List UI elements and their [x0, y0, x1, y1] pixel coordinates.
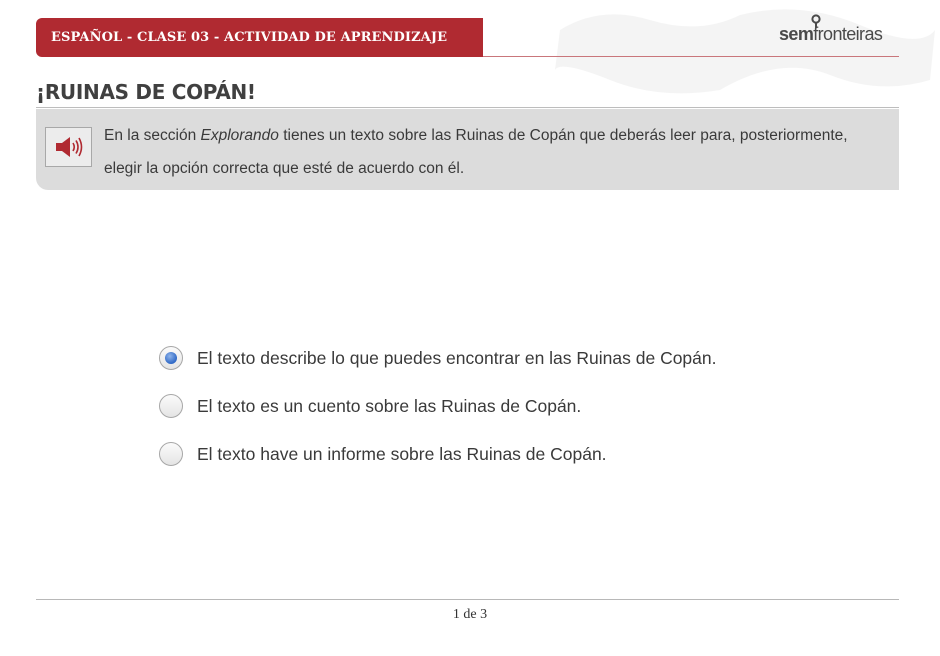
answer-option-1-radio[interactable]	[159, 346, 183, 370]
instruction-text-after: tienes un texto sobre las Ruinas de Copán que deberás leer para, posteriormente, elegir la opción correcta que esté de acuerdo con él.	[104, 127, 848, 177]
page-indicator: 1 de 3	[452, 607, 488, 622]
footer-divider	[36, 599, 899, 600]
page-title: ¡RUINAS DE COPÁN!	[36, 80, 256, 104]
course-header	[36, 18, 483, 57]
header-divider	[483, 56, 899, 57]
answer-option-1-label[interactable]: El texto describe lo que puedes encontrar en las Ruinas de Copán.	[197, 347, 717, 368]
answer-option-2-label[interactable]: El texto es un cuento sobre las Ruinas de Copán.	[197, 395, 582, 416]
answer-option-2[interactable]	[159, 393, 717, 419]
course-header-title: ESPAÑOL - CLASE 03 - ACTIVIDAD DE APRENDIZAJE	[51, 30, 448, 45]
audio-play-button[interactable]	[45, 127, 92, 167]
semfronteiras-logo	[779, 14, 901, 48]
instruction-box	[36, 109, 899, 190]
answer-options	[159, 345, 717, 467]
instruction-text-emphasis: Explorando	[200, 127, 279, 144]
logo-text-suffix: fronteiras	[813, 24, 883, 44]
answer-option-3[interactable]	[159, 441, 717, 467]
answer-option-1[interactable]	[159, 345, 717, 371]
instruction-text-before: En la sección	[104, 127, 201, 144]
title-divider	[36, 107, 899, 108]
logo-text	[779, 24, 882, 45]
answer-option-3-radio[interactable]	[159, 442, 183, 466]
instruction-text	[104, 119, 884, 185]
answer-option-3-label[interactable]: El texto have un informe sobre las Ruinas de Copán.	[197, 443, 607, 464]
answer-option-2-radio[interactable]	[159, 394, 183, 418]
speaker-icon	[54, 136, 84, 158]
logo-text-prefix: sem	[779, 24, 814, 44]
